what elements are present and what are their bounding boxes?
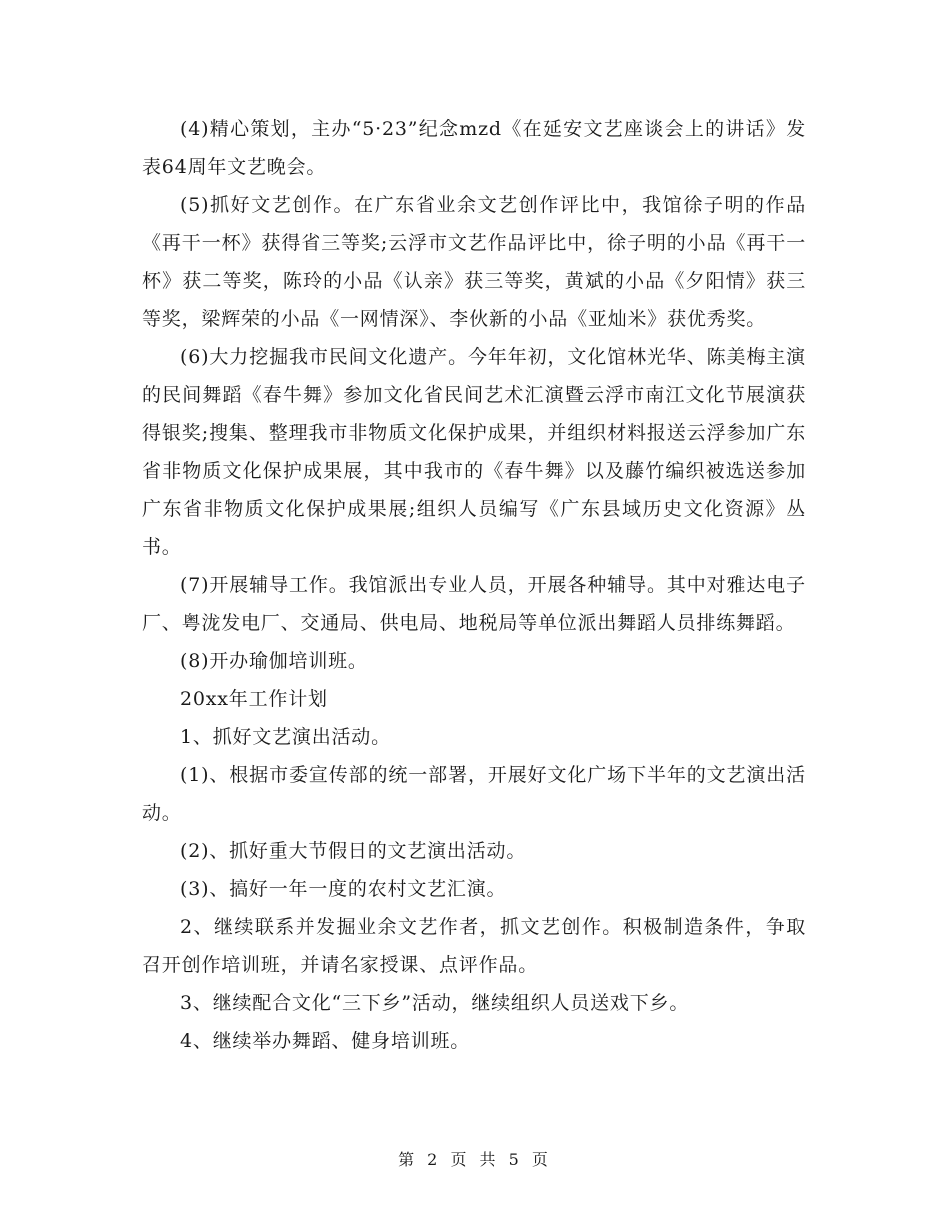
- document-body: [142, 110, 806, 1060]
- paragraph-item-5: (5)抓好文艺创作。在广东省业余文艺创作评比中，我馆徐子明的作品《再干一杯》获得省三等奖;云浮市文艺作品评比中，徐子明的小品《再干一杯》获二等奖，陈玲的小品《认亲》获三等奖，黄斌的小品《夕阳情》获三等奖，梁辉荣的小品《一网情深》、李伙新的小品《亚灿米》获优秀奖。: [142, 194, 806, 330]
- paragraph-item-6: (6)大力挖掘我市民间文化遗产。今年年初，文化馆林光华、陈美梅主演的民间舞蹈《春牛舞》参加文化省民间艺术汇演暨云浮市南江文化节展演获得银奖;搜集、整理我市非物质文化保护成果，并组织材料报送云浮参加广东省非物质文化保护成果展，其中我市的《春牛舞》以及藤竹编织被选送参加广东省非物质文化保护成果展;组织人员编写《广东县域历史文化资源》丛书。: [142, 346, 806, 558]
- plan-item-2: 2、继续联系并发掘业余文艺作者，抓文艺创作。积极制造条件，争取召开创作培训班，并请名家授课、点评作品。: [142, 916, 806, 976]
- paragraph-item-8: (8)开办瑜伽培训班。: [180, 650, 368, 672]
- paragraph-item-7: (7)开展辅导工作。我馆派出专业人员，开展各种辅导。其中对雅达电子厂、粤泷发电厂、交通局、供电局、地税局等单位派出舞蹈人员排练舞蹈。: [142, 574, 806, 634]
- section-heading-work-plan: 20xx年工作计划: [180, 688, 328, 710]
- page-number-footer: 第 2 页 共 5 页: [398, 1150, 552, 1169]
- plan-subitem-3: (3)、搞好一年一度的农村文艺汇演。: [180, 878, 507, 900]
- plan-item-4: 4、继续举办舞蹈、健身培训班。: [180, 1030, 471, 1052]
- paragraph-item-4: (4)精心策划，主办“5·23”纪念mzd《在延安文艺座谈会上的讲话》发表64周年文艺晚会。: [142, 118, 806, 178]
- plan-item-3: 3、继续配合文化“三下乡”活动，继续组织人员送戏下乡。: [180, 992, 690, 1014]
- plan-subitem-1: (1)、根据市委宣传部的统一部署，开展好文化广场下半年的文艺演出活动。: [142, 764, 806, 824]
- plan-item-1: 1、抓好文艺演出活动。: [180, 726, 391, 748]
- plan-subitem-2: (2)、抓好重大节假日的文艺演出活动。: [180, 840, 527, 862]
